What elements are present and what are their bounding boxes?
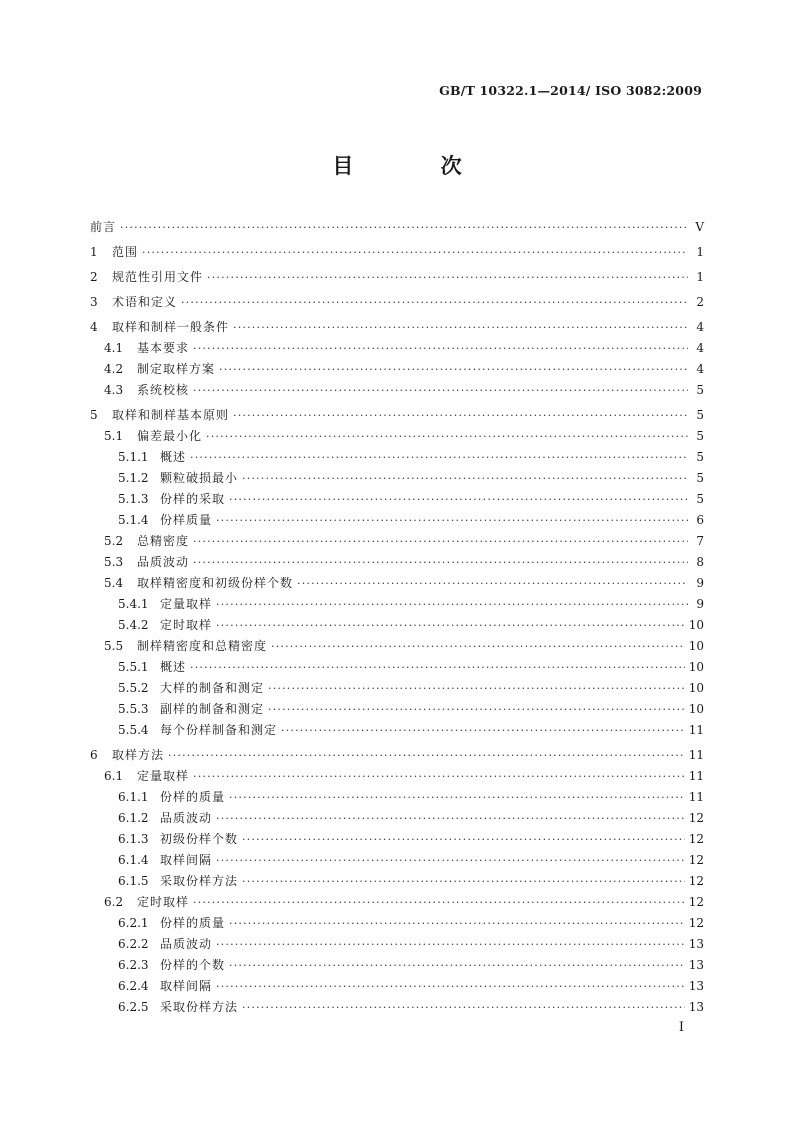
toc-entry[interactable] (90, 787, 704, 808)
toc-entry-label: 制定取样方案 (137, 362, 216, 376)
toc-entry-page: 10 (688, 660, 704, 674)
toc-leader-dots (219, 359, 688, 380)
toc-entry-page: 11 (688, 769, 704, 783)
toc-entry-page: 13 (688, 937, 704, 951)
toc-entry-page: 12 (688, 895, 704, 909)
toc-entry-number: 6.1 (104, 769, 124, 783)
toc-entry-page: 5 (696, 383, 704, 397)
toc-entry-label: 品质波动 (160, 937, 213, 951)
toc-entry-label: 规范性引用文件 (112, 270, 204, 284)
toc-entry-label: 份样的质量 (160, 916, 226, 930)
toc-leader-dots (193, 531, 688, 552)
toc-entry-page: 5 (696, 492, 704, 506)
toc-entry-page: 11 (688, 748, 704, 762)
toc-entry-label: 取样和制样一般条件 (112, 320, 230, 334)
toc-entry-number: 5.5.4 (118, 723, 149, 737)
toc-leader-dots (120, 217, 688, 238)
toc-entry-label: 制样精密度和总精密度 (137, 639, 268, 653)
toc-entry[interactable] (90, 267, 704, 288)
toc-entry-page: 10 (688, 639, 704, 653)
toc-entry-label: 份样质量 (160, 513, 213, 527)
toc-leader-dots (242, 468, 688, 489)
toc-entry-number: 5.4.2 (118, 618, 149, 632)
toc-entry[interactable] (90, 829, 704, 850)
toc-entry-label: 术语和定义 (112, 295, 178, 309)
toc-entry-number: 6.1.3 (118, 832, 149, 846)
toc-entry-number: 5.1.1 (118, 450, 149, 464)
toc-entry-number: 6.2.3 (118, 958, 149, 972)
toc-leader-dots (216, 615, 685, 636)
toc-entry-number: 6.2 (104, 895, 124, 909)
toc-entry[interactable] (90, 242, 704, 263)
toc-entry-label: 颗粒破损最小 (160, 471, 239, 485)
toc-entry-number: 4.1 (104, 341, 124, 355)
toc-leader-dots (268, 678, 685, 699)
toc-entry-label: 取样和制样基本原则 (112, 408, 230, 422)
table-of-contents (90, 217, 704, 1018)
toc-entry-number: 4.3 (104, 383, 124, 397)
toc-entry[interactable] (90, 808, 704, 829)
toc-entry-label: 总精密度 (137, 534, 190, 548)
toc-entry[interactable] (90, 636, 704, 657)
toc-entry[interactable] (90, 976, 704, 997)
toc-entry-label: 采取份样方法 (160, 1000, 239, 1014)
toc-entry-number: 6.2.5 (118, 1000, 149, 1014)
toc-leader-dots (229, 787, 685, 808)
toc-entry-label: 定时取样 (160, 618, 213, 632)
toc-leader-dots (216, 510, 688, 531)
toc-entry-number: 5.4 (104, 576, 124, 590)
toc-entry-page: 11 (688, 790, 704, 804)
toc-leader-dots (297, 573, 688, 594)
toc-leader-dots (190, 657, 685, 678)
toc-leader-dots (242, 997, 685, 1018)
toc-entry[interactable] (90, 447, 704, 468)
toc-entry[interactable] (90, 871, 704, 892)
toc-entry[interactable] (90, 850, 704, 871)
toc-entry-page: 1 (696, 245, 704, 259)
toc-entry-page: 13 (688, 979, 704, 993)
toc-entry-number: 5.3 (104, 555, 124, 569)
toc-entry-label: 取样间隔 (160, 853, 213, 867)
toc-entry-number: 5.4.1 (118, 597, 149, 611)
standard-code: GB/T 10322.1—2014/ ISO 3082:2009 (439, 83, 702, 98)
toc-entry[interactable] (90, 955, 704, 976)
toc-entry-number: 5.5 (104, 639, 124, 653)
toc-entry-label: 范围 (112, 245, 139, 259)
toc-entry[interactable] (90, 426, 704, 447)
toc-leader-dots (193, 892, 685, 913)
toc-leader-dots (268, 699, 685, 720)
toc-leader-dots (193, 552, 688, 573)
toc-entry-number: 6.1.1 (118, 790, 149, 804)
toc-entry-page: 12 (688, 874, 704, 888)
toc-entry[interactable] (90, 217, 704, 238)
toc-entry-number: 5.1 (104, 429, 124, 443)
toc-leader-dots (281, 720, 685, 741)
toc-entry[interactable] (90, 745, 704, 766)
toc-entry-label: 取样精密度和初级份样个数 (137, 576, 294, 590)
toc-entry-page: V (695, 220, 704, 234)
toc-leader-dots (242, 871, 685, 892)
toc-entry[interactable] (90, 552, 704, 573)
toc-entry-label: 份样的采取 (160, 492, 226, 506)
toc-entry-page: 10 (688, 702, 704, 716)
toc-entry-number: 1 (90, 245, 98, 259)
toc-entry-number: 5.1.2 (118, 471, 149, 485)
toc-leader-dots (193, 766, 685, 787)
toc-entry-number: 3 (90, 295, 98, 309)
toc-entry-label: 份样的质量 (160, 790, 226, 804)
toc-entry-label: 初级份样个数 (160, 832, 239, 846)
toc-entry-label: 每个份样制备和测定 (160, 723, 278, 737)
toc-entry-label: 基本要求 (137, 341, 190, 355)
toc-entry-page: 12 (688, 853, 704, 867)
toc-entry[interactable] (90, 510, 704, 531)
toc-entry-page: 5 (696, 429, 704, 443)
toc-entry-number: 5.1.4 (118, 513, 149, 527)
toc-entry-number: 2 (90, 270, 98, 284)
toc-entry-number: 5.5.3 (118, 702, 149, 716)
toc-entry-label: 副样的制备和测定 (160, 702, 265, 716)
toc-entry[interactable] (90, 338, 704, 359)
toc-entry[interactable] (90, 405, 704, 426)
toc-entry[interactable] (90, 678, 704, 699)
page-number: I (678, 1020, 684, 1035)
toc-entry-label: 大样的制备和测定 (160, 681, 265, 695)
toc-entry-label: 份样的个数 (160, 958, 226, 972)
toc-leader-dots (229, 955, 685, 976)
toc-leader-dots (216, 808, 685, 829)
toc-entry-label: 概述 (160, 450, 187, 464)
toc-entry-label: 前言 (90, 220, 117, 234)
page-title: 目 次 (332, 154, 502, 178)
toc-leader-dots (242, 829, 685, 850)
toc-entry-page: 10 (688, 618, 704, 632)
toc-entry[interactable] (90, 720, 704, 741)
toc-leader-dots (233, 405, 688, 426)
toc-entry-page: 12 (688, 811, 704, 825)
toc-entry-label: 定时取样 (137, 895, 190, 909)
toc-leader-dots (216, 850, 685, 871)
toc-entry-page: 6 (696, 513, 704, 527)
toc-entry[interactable] (90, 997, 704, 1018)
toc-entry-number: 6 (90, 748, 98, 762)
toc-entry-page: 13 (688, 1000, 704, 1014)
toc-entry-label: 概述 (160, 660, 187, 674)
toc-leader-dots (216, 594, 688, 615)
toc-entry-number: 5.5.1 (118, 660, 149, 674)
toc-entry[interactable] (90, 359, 704, 380)
toc-entry-label: 取样间隔 (160, 979, 213, 993)
toc-leader-dots (193, 380, 688, 401)
toc-leader-dots (216, 976, 685, 997)
toc-entry-number: 4 (90, 320, 98, 334)
toc-entry[interactable] (90, 913, 704, 934)
toc-leader-dots (181, 292, 688, 313)
toc-entry[interactable] (90, 531, 704, 552)
toc-entry-number: 6.2.2 (118, 937, 149, 951)
toc-entry[interactable] (90, 573, 704, 594)
toc-entry-page: 8 (696, 555, 704, 569)
toc-entry-page: 2 (696, 295, 704, 309)
toc-entry-number: 6.2.4 (118, 979, 149, 993)
toc-leader-dots (207, 267, 688, 288)
toc-leader-dots (229, 489, 688, 510)
toc-entry-page: 4 (696, 362, 704, 376)
toc-entry[interactable] (90, 468, 704, 489)
toc-entry-number: 5.1.3 (118, 492, 149, 506)
toc-entry[interactable] (90, 615, 704, 636)
toc-entry-number: 6.2.1 (118, 916, 149, 930)
toc-entry-page: 12 (688, 916, 704, 930)
toc-entry[interactable] (90, 489, 704, 510)
toc-leader-dots (229, 913, 685, 934)
toc-entry-page: 5 (696, 450, 704, 464)
toc-entry[interactable] (90, 594, 704, 615)
toc-entry-number: 6.1.5 (118, 874, 149, 888)
toc-entry[interactable] (90, 766, 704, 787)
toc-entry[interactable] (90, 892, 704, 913)
toc-entry-page: 11 (688, 723, 704, 737)
toc-leader-dots (168, 745, 685, 766)
toc-entry-page: 13 (688, 958, 704, 972)
toc-leader-dots (190, 447, 688, 468)
toc-entry[interactable] (90, 699, 704, 720)
toc-entry-page: 1 (696, 270, 704, 284)
toc-entry-label: 取样方法 (112, 748, 165, 762)
toc-entry-page: 4 (696, 320, 704, 334)
toc-entry[interactable] (90, 657, 704, 678)
toc-entry-number: 5 (90, 408, 98, 422)
toc-entry-number: 4.2 (104, 362, 124, 376)
toc-leader-dots (233, 317, 688, 338)
toc-entry[interactable] (90, 380, 704, 401)
toc-entry-page: 9 (696, 597, 704, 611)
toc-entry-label: 系统校核 (137, 383, 190, 397)
toc-entry-page: 4 (696, 341, 704, 355)
toc-entry-label: 偏差最小化 (137, 429, 203, 443)
toc-entry-label: 品质波动 (137, 555, 190, 569)
toc-leader-dots (206, 426, 688, 447)
toc-entry-label: 采取份样方法 (160, 874, 239, 888)
toc-entry-page: 10 (688, 681, 704, 695)
toc-entry-page: 12 (688, 832, 704, 846)
toc-entry-number: 5.5.2 (118, 681, 149, 695)
toc-entry-label: 定量取样 (137, 769, 190, 783)
toc-entry-page: 5 (696, 408, 704, 422)
toc-entry[interactable] (90, 292, 704, 313)
toc-entry-label: 定量取样 (160, 597, 213, 611)
toc-leader-dots (271, 636, 685, 657)
toc-entry[interactable] (90, 934, 704, 955)
toc-entry-page: 7 (696, 534, 704, 548)
toc-entry-number: 6.1.2 (118, 811, 149, 825)
toc-leader-dots (142, 242, 688, 263)
toc-entry-page: 5 (696, 471, 704, 485)
toc-leader-dots (193, 338, 688, 359)
toc-entry[interactable] (90, 317, 704, 338)
toc-leader-dots (216, 934, 685, 955)
toc-entry-number: 6.1.4 (118, 853, 149, 867)
toc-entry-page: 9 (696, 576, 704, 590)
toc-entry-label: 品质波动 (160, 811, 213, 825)
toc-entry-number: 5.2 (104, 534, 124, 548)
